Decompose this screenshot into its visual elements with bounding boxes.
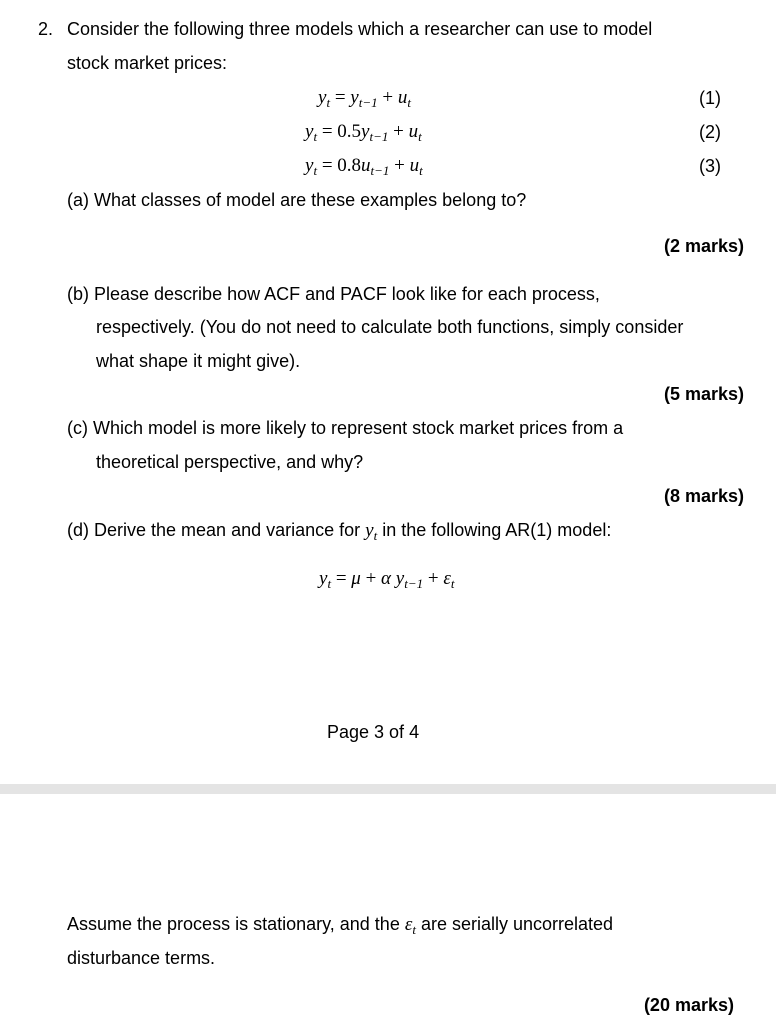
part-b-line2: respectively. (You do not need to calculate both functions, simply consider — [96, 317, 684, 337]
total-marks: (20 marks) — [643, 995, 734, 1015]
part-b-line3: what shape it might give). — [96, 351, 301, 371]
part-d-text: (d) Derive the mean and variance for $y_t$ in the following AR(1) model: — [67, 520, 612, 543]
part-c-line1: (c) Which model is more likely to represent stock market prices from a — [67, 418, 624, 438]
equation-3-label: (3) — [699, 156, 721, 176]
page-separator — [0, 784, 776, 794]
page-number: Page 3 of 4 — [327, 722, 420, 742]
part-c-marks: (8 marks) — [663, 486, 744, 506]
equation-1: $y_t = y_{t-1} + u_t$ — [318, 87, 411, 110]
equation-2-label: (2) — [699, 122, 721, 142]
question-number: 2. — [38, 19, 54, 39]
continuation-line2: disturbance terms. — [67, 948, 216, 968]
equation-3: $y_t = 0.8u_{t-1} + u_t$ — [305, 155, 423, 178]
question-intro-line1: Consider the following three models which a researcher can use to model — [67, 19, 653, 39]
ar1-equation: $y_t = \mu + \alpha$ $y_{t-1} + \varepsilon_t$ — [319, 568, 455, 591]
part-c-line2: theoretical perspective, and why? — [96, 452, 364, 472]
part-b-line1: (b) Please describe how ACF and PACF look like for each process, — [67, 284, 600, 304]
part-b-marks: (5 marks) — [663, 384, 744, 404]
question-intro-line2: stock market prices: — [67, 53, 228, 73]
part-a-text: (a) What classes of model are these examples belong to? — [67, 190, 527, 210]
equation-1-label: (1) — [699, 88, 721, 108]
continuation-line1: Assume the process is stationary, and the $\varepsilon_t$ are serially uncorrelated — [67, 914, 614, 937]
equation-2: $y_t = 0.5y_{t-1} + u_t$ — [305, 121, 422, 144]
part-a-marks: (2 marks) — [663, 236, 744, 256]
